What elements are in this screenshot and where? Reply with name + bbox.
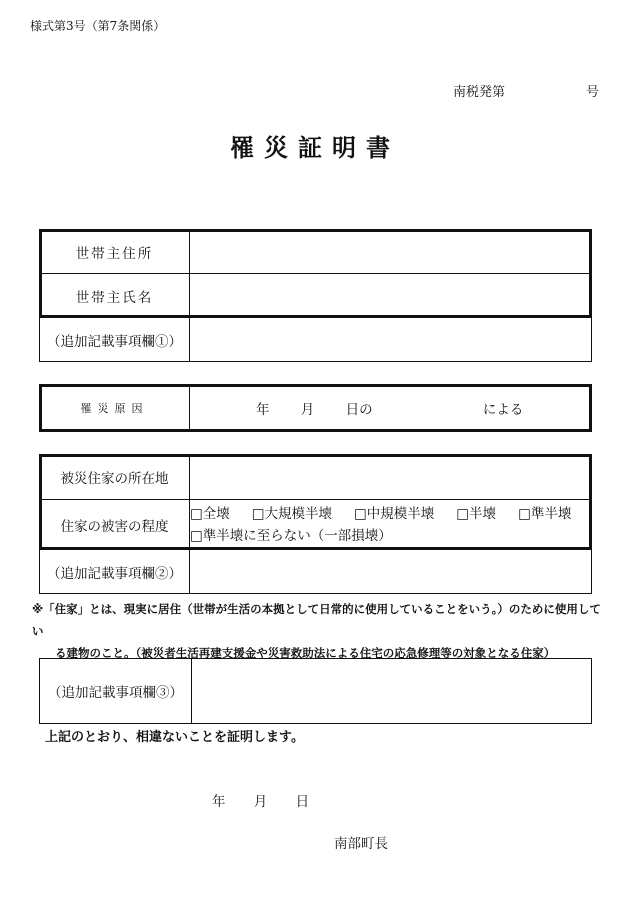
- date-day: 日: [295, 794, 310, 810]
- note-line-2: る建物のこと。（被災者生活再建支援金や災害救助法による住宅の応急修理等の対象となる住家）: [55, 646, 556, 660]
- page-title: 罹災証明書: [230, 134, 400, 162]
- damage-option-half[interactable]: □半壊: [456, 505, 497, 522]
- location-label: 被災住家の所在地: [40, 455, 190, 500]
- cause-day: 日の: [345, 402, 373, 418]
- certify-statement: 上記のとおり、相違ないことを証明します。: [45, 730, 304, 745]
- note-line-1: ※「住家」とは、現実に居住（世帯が生活の本拠として日常的に使用していることをいう。）のために使用してい: [32, 602, 601, 638]
- address-label: 世帯主住所: [40, 230, 190, 274]
- damage-option-partial[interactable]: □準半壊に至らない（一部損壊）: [190, 527, 392, 544]
- mayor-signature: 南部町長: [334, 836, 388, 852]
- date-month: 月: [253, 794, 268, 810]
- cause-label: 罹災原因: [40, 385, 190, 432]
- damage-option-large-half[interactable]: □大規模半壊: [251, 505, 333, 522]
- extra1-label: （追加記載事項欄①）: [40, 318, 190, 362]
- cause-month: 月: [300, 402, 315, 418]
- address-field[interactable]: [190, 230, 592, 274]
- issue-number: [453, 81, 599, 100]
- damage-option-quasi-half[interactable]: □準半壊: [518, 505, 572, 522]
- cause-suffix: による: [482, 402, 524, 418]
- name-label: 世帯主氏名: [40, 274, 190, 318]
- household-table: [39, 229, 592, 362]
- damage-option-total[interactable]: □全壊: [190, 505, 230, 522]
- issue-number-prefix: 南税発第: [453, 85, 506, 100]
- issue-number-suffix: 号: [585, 85, 599, 100]
- damage-label: 住家の被害の程度: [40, 500, 190, 550]
- cause-field[interactable]: [190, 385, 592, 432]
- certify-date: [212, 790, 309, 810]
- residence-note: [32, 598, 607, 664]
- date-year: 年: [212, 794, 226, 810]
- extra3-label: （追加記載事項欄③）: [40, 659, 192, 724]
- name-field[interactable]: [190, 274, 592, 318]
- extra2-label: （追加記載事項欄②）: [40, 550, 190, 594]
- location-field[interactable]: [190, 455, 592, 500]
- form-number: 様式第3号（第7条関係）: [30, 19, 166, 33]
- damage-options: [190, 500, 592, 550]
- extra3-table: [39, 658, 592, 724]
- extra3-field[interactable]: [192, 659, 592, 724]
- extra1-field[interactable]: [190, 318, 592, 362]
- residence-table: [39, 454, 592, 594]
- extra2-field[interactable]: [190, 550, 592, 594]
- damage-option-medium-half[interactable]: □中規模半壊: [354, 505, 435, 522]
- cause-table: [39, 384, 592, 432]
- cause-year: 年: [256, 402, 270, 418]
